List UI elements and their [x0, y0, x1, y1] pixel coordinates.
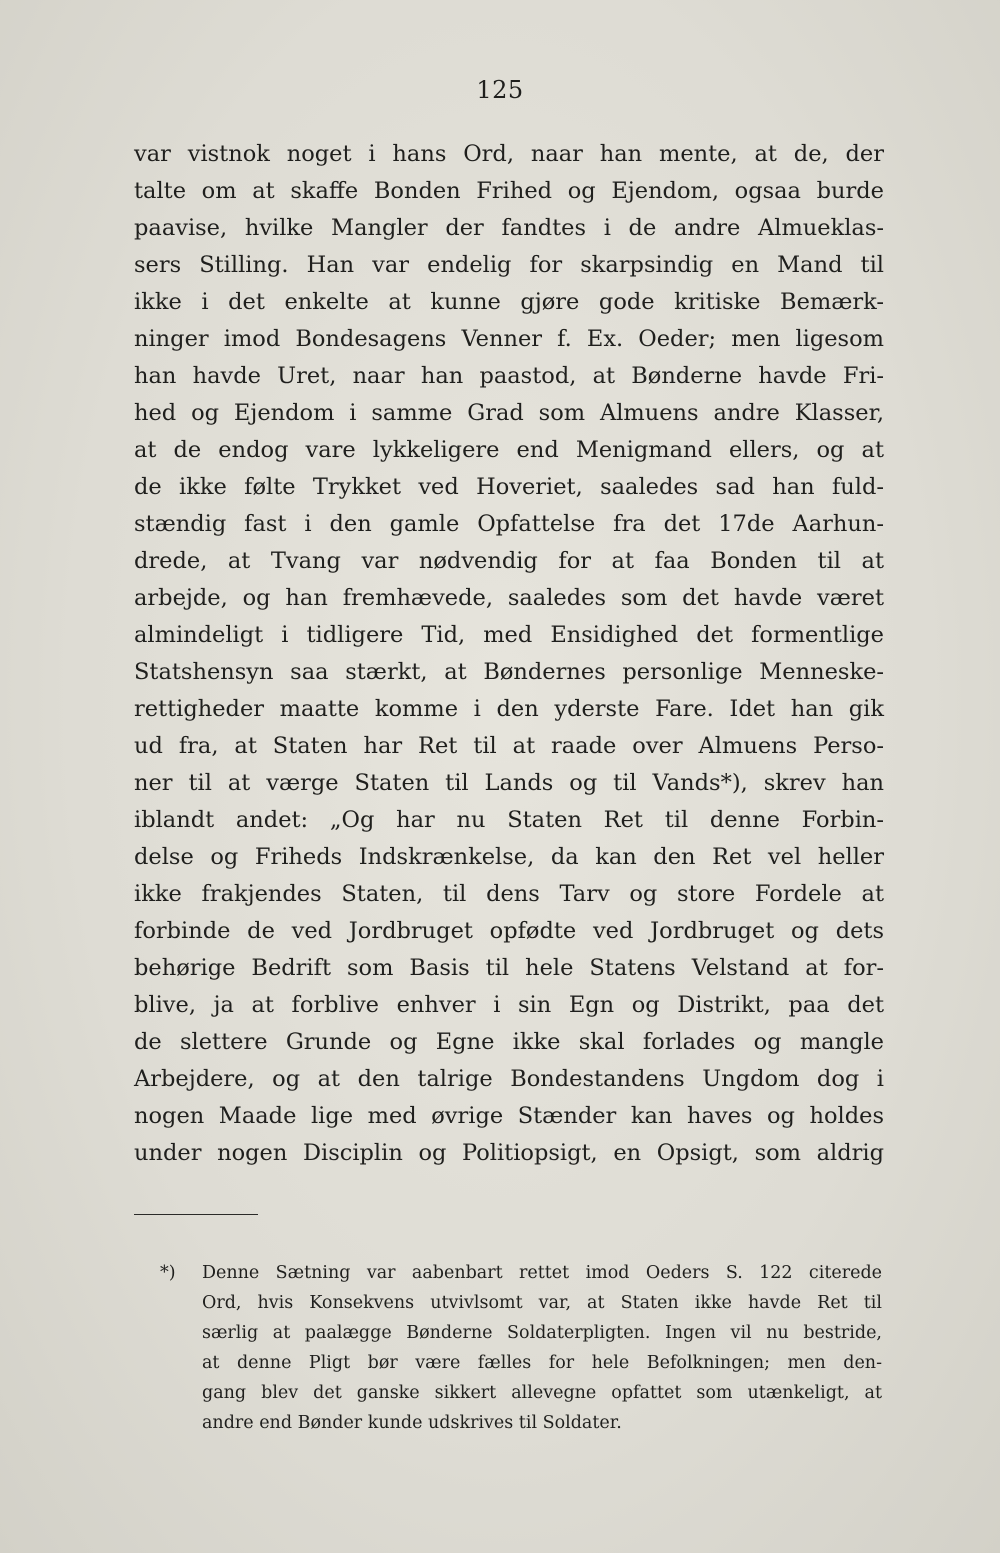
text-line: ikke i det enkelte at kunne gjøre gode kritiske Bemærk- [134, 289, 884, 315]
text-line: ner til at værge Staten til Lands og til Vands*), skrev han [134, 770, 884, 796]
text-line: stændig fast i den gamle Opfattelse fra det 17de Aarhun- [134, 511, 884, 537]
footnote-rule [134, 1214, 258, 1215]
footnote [160, 1258, 882, 1438]
text-line: blive, ja at forblive enhver i sin Egn og Distrikt, paa det [134, 992, 884, 1018]
text-line: hed og Ejendom i samme Grad som Almuens andre Klasser, [134, 400, 884, 426]
footnote-line: Ord, hvis Konsekvens utvivlsomt var, at Staten ikke havde Ret til [202, 1293, 882, 1313]
text-line: almindeligt i tidligere Tid, med Ensidighed det formentlige [134, 622, 884, 648]
footnote-line [160, 1258, 882, 1288]
text-line: de slettere Grunde og Egne ikke skal forlades og mangle [134, 1029, 884, 1055]
text-line: han havde Uret, naar han paastod, at Bønderne havde Fri- [134, 363, 884, 389]
text-line: delse og Friheds Indskrænkelse, da kan den Ret vel heller [134, 844, 884, 870]
footnote-marker: *) [160, 1263, 176, 1283]
text-line: paavise, hvilke Mangler der fandtes i de andre Almueklas- [134, 215, 884, 241]
text-line: ninger imod Bondesagens Venner f. Ex. Oeder; men ligesom [134, 326, 884, 352]
text-line: rettigheder maatte komme i den yderste Fare. Idet han gik [134, 696, 884, 722]
footnote-line: særlig at paalægge Bønderne Soldaterpligten. Ingen vil nu bestride, [202, 1323, 882, 1343]
text-line: forbinde de ved Jordbruget opfødte ved Jordbruget og dets [134, 918, 884, 944]
text-line: iblandt andet: „Og har nu Staten Ret til denne Forbin- [134, 807, 884, 833]
page-number: 125 [476, 76, 524, 104]
text-line: drede, at Tvang var nødvendig for at faa Bonden til at [134, 548, 884, 574]
text-line: de ikke følte Trykket ved Hoveriet, saaledes sad han fuld- [134, 474, 884, 500]
footnote-line: andre end Bønder kunde udskrives til Soldater. [202, 1413, 622, 1433]
text-line: at de endog vare lykkeligere end Menigmand ellers, og at [134, 437, 884, 463]
text-line: Statshensyn saa stærkt, at Bøndernes personlige Menneske- [134, 659, 884, 685]
text-line: under nogen Disciplin og Politiopsigt, en Opsigt, som aldrig [134, 1140, 884, 1166]
text-line: ud fra, at Staten har Ret til at raade over Almuens Perso- [134, 733, 884, 759]
text-line: var vistnok noget i hans Ord, naar han mente, at de, der [134, 141, 884, 167]
text-line: Arbejdere, og at den talrige Bondestandens Ungdom dog i [134, 1066, 884, 1092]
footnote-line: at denne Pligt bør være fælles for hele Befolkningen; men den- [202, 1353, 882, 1373]
footnote-text: Denne Sætning var aabenbart rettet imod Oeders S. 122 citerede [202, 1263, 882, 1283]
footnote-line: gang blev det ganske sikkert allevegne opfattet som utænkeligt, at [202, 1383, 882, 1403]
text-line: arbejde, og han fremhævede, saaledes som det havde været [134, 585, 884, 611]
text-line: ikke frakjendes Staten, til dens Tarv og store Fordele at [134, 881, 884, 907]
text-line: sers Stilling. Han var endelig for skarpsindig en Mand til [134, 252, 884, 278]
body-text [134, 136, 884, 1172]
text-line: nogen Maade lige med øvrige Stænder kan haves og holdes [134, 1103, 884, 1129]
text-line: behørige Bedrift som Basis til hele Statens Velstand at for- [134, 955, 884, 981]
text-line: talte om at skaffe Bonden Frihed og Ejendom, ogsaa burde [134, 178, 884, 204]
